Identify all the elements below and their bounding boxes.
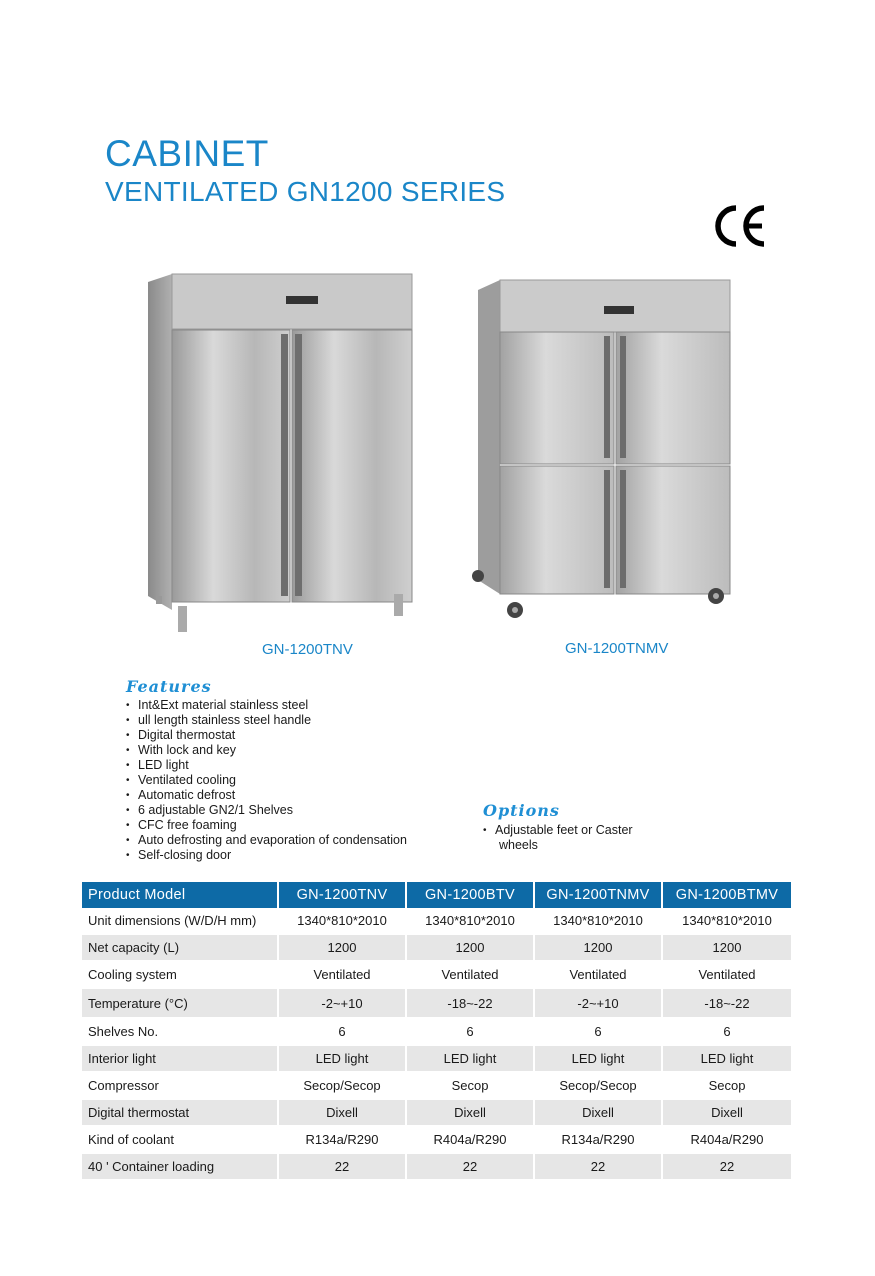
row-label: Kind of coolant	[82, 1127, 277, 1154]
table-row	[82, 935, 791, 962]
row-label: Net capacity (L)	[82, 935, 277, 962]
table-cell: 1200	[277, 935, 405, 962]
table-cell: -2~+10	[277, 989, 405, 1019]
option-text: wheels	[499, 838, 538, 852]
table-cell: Secop/Secop	[533, 1073, 661, 1100]
row-label: 40 ' Container loading	[82, 1154, 277, 1181]
feature-item: • ull length stainless steel handle	[126, 713, 407, 728]
features-list	[126, 698, 407, 863]
row-label: Temperature (°C)	[82, 989, 277, 1019]
feature-item: • LED light	[126, 758, 407, 773]
table-cell: 1200	[661, 935, 791, 962]
feature-item: • Ventilated cooling	[126, 773, 407, 788]
table-cell: 6	[277, 1019, 405, 1046]
table-cell: 1200	[533, 935, 661, 962]
column-header: GN-1200TNV	[277, 882, 405, 908]
table-cell: 6	[405, 1019, 533, 1046]
option-text: Adjustable feet or Caster	[495, 823, 633, 837]
feature-item: • CFC free foaming	[126, 818, 407, 833]
table-header-row	[82, 882, 791, 908]
feature-item: • Int&Ext material stainless steel	[126, 698, 407, 713]
table-row	[82, 1046, 791, 1073]
table-cell: Ventilated	[661, 962, 791, 989]
table-cell: LED light	[277, 1046, 405, 1073]
table-cell: Ventilated	[405, 962, 533, 989]
table-cell: R134a/R290	[533, 1127, 661, 1154]
table-cell: LED light	[405, 1046, 533, 1073]
table-cell: R134a/R290	[277, 1127, 405, 1154]
table-cell: Dixell	[277, 1100, 405, 1127]
product-image-two-door	[140, 270, 420, 635]
table-cell: -18~-22	[405, 989, 533, 1019]
feature-item: • Auto defrosting and evaporation of condensation	[126, 833, 407, 848]
table-cell: Secop	[405, 1073, 533, 1100]
table-cell: LED light	[661, 1046, 791, 1073]
table-cell: 22	[277, 1154, 405, 1181]
table-row	[82, 1154, 791, 1181]
row-label: Interior light	[82, 1046, 277, 1073]
table-row	[82, 1127, 791, 1154]
table-cell: R404a/R290	[661, 1127, 791, 1154]
page-title: CABINET	[105, 133, 269, 174]
table-cell: LED light	[533, 1046, 661, 1073]
table-row	[82, 962, 791, 989]
product-image-four-door	[470, 276, 738, 628]
row-label: Compressor	[82, 1073, 277, 1100]
table-cell: 6	[533, 1019, 661, 1046]
table-cell: Dixell	[533, 1100, 661, 1127]
feature-item: • 6 adjustable GN2/1 Shelves	[126, 803, 407, 818]
options-list	[483, 823, 633, 853]
table-cell: Ventilated	[533, 962, 661, 989]
table-row	[82, 989, 791, 1019]
table-row	[82, 1073, 791, 1100]
column-header: GN-1200BTMV	[661, 882, 791, 908]
table-cell: 22	[533, 1154, 661, 1181]
options-heading: Options	[483, 801, 560, 820]
table-row	[82, 1100, 791, 1127]
product-caption: GN-1200TNMV	[565, 640, 669, 657]
table-cell: Dixell	[405, 1100, 533, 1127]
table-cell: Secop	[661, 1073, 791, 1100]
row-label: Cooling system	[82, 962, 277, 989]
table-cell: -18~-22	[661, 989, 791, 1019]
table-cell: Dixell	[661, 1100, 791, 1127]
page-subtitle: VENTILATED GN1200 SERIES	[105, 176, 506, 207]
table-cell: 1340*810*2010	[277, 908, 405, 935]
table-cell: 6	[661, 1019, 791, 1046]
feature-item: • With lock and key	[126, 743, 407, 758]
feature-item: • Automatic defrost	[126, 788, 407, 803]
table-cell: 1340*810*2010	[405, 908, 533, 935]
table-row	[82, 1019, 791, 1046]
table-cell: Ventilated	[277, 962, 405, 989]
table-row	[82, 908, 791, 935]
ce-mark-logo	[712, 200, 772, 252]
table-cell: Secop/Secop	[277, 1073, 405, 1100]
table-cell: 22	[405, 1154, 533, 1181]
product-caption: GN-1200TNV	[262, 641, 353, 658]
column-header: GN-1200BTV	[405, 882, 533, 908]
spec-table	[82, 882, 791, 1181]
row-label: Digital thermostat	[82, 1100, 277, 1127]
feature-item: • Self-closing door	[126, 848, 407, 863]
table-cell: R404a/R290	[405, 1127, 533, 1154]
table-cell: 1340*810*2010	[661, 908, 791, 935]
column-header: GN-1200TNMV	[533, 882, 661, 908]
option-item	[483, 823, 633, 853]
column-header: Product Model	[82, 882, 277, 908]
table-cell: -2~+10	[533, 989, 661, 1019]
feature-item: • Digital thermostat	[126, 728, 407, 743]
table-cell: 1340*810*2010	[533, 908, 661, 935]
row-label: Unit dimensions (W/D/H mm)	[82, 908, 277, 935]
table-cell: 22	[661, 1154, 791, 1181]
table-cell: 1200	[405, 935, 533, 962]
features-heading: Features	[126, 677, 212, 696]
row-label: Shelves No.	[82, 1019, 277, 1046]
